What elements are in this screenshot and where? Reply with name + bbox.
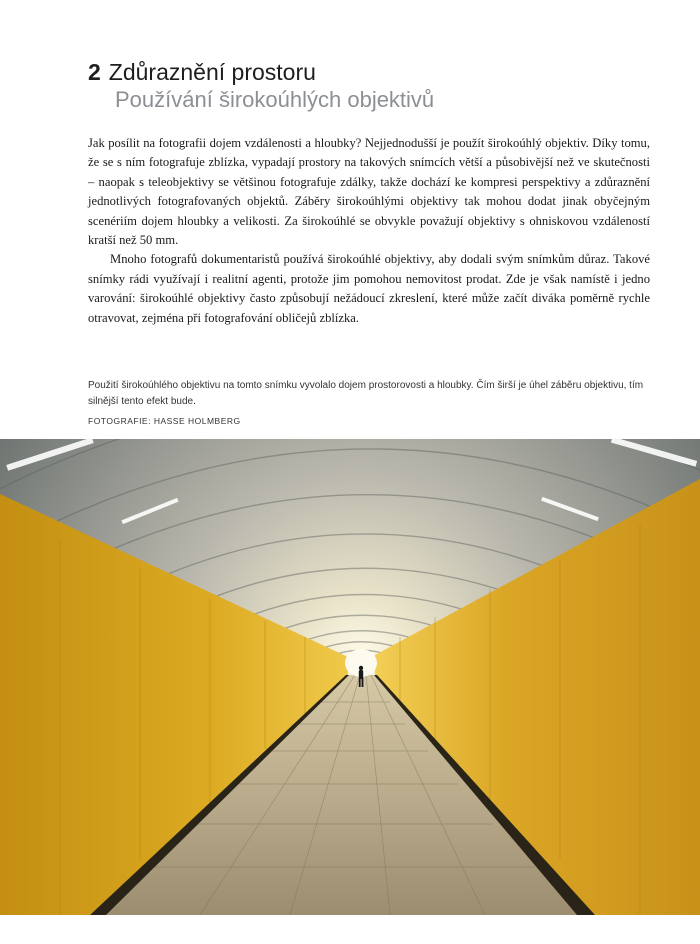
chapter-title: Zdůraznění prostoru bbox=[108, 59, 316, 85]
chapter-title-line bbox=[88, 58, 434, 86]
chapter-subtitle: Používání širokoúhlých objektivů bbox=[115, 87, 435, 112]
chapter-header bbox=[88, 58, 434, 114]
paragraph-1: Jak posílit na fotografii dojem vzdálenosti a hloubky? Nejjednodušší je použít širokoúhlý objektiv. Díky tomu, že se s ním fotografuje zblízka, vypadají prostory na takových snímcích větší a působivější než ve skutečnosti – naopak s teleobjektivy se většinou fotografuje zdálky, takže dochází ke kompresi perspektivy a zdůraznění jednotlivých fotografovaných objektů. Záběry širokoúhlými objektivy tak mohou dodat jinak obyčejným scenériím dojem hloubky a velikosti. Za širokoúhlé se obvykle považují objektivy s ohniskovou vzdáleností kratší než 50 mm. bbox=[88, 136, 650, 248]
tunnel-illustration bbox=[0, 439, 700, 915]
tunnel-photo bbox=[0, 439, 700, 915]
chapter-number: 2 bbox=[88, 59, 101, 85]
photo-caption: Použití širokoúhlého objektivu na tomto snímku vyvolalo dojem prostorovosti a hloubky. Čím širší je úhel záběru objektivu, tím silnější tento efekt bude. bbox=[88, 380, 644, 407]
paragraph-2: Mnoho fotografů dokumentaristů používá širokoúhlé objektivy, aby dodali svým snímkům důraz. Takové snímky rádi využívají i realitní agenti, protože jim pomohou nemovitost prodat. Zde je však namístě i jedno varování: širokoúhlé objektivy často způsobují nežádoucí zkreslení, které může začít diváka poměrně rychle otravovat, zejména při fotografování obličejů zblízka. bbox=[88, 252, 650, 325]
body-text bbox=[88, 134, 650, 328]
photo-credit: FOTOGRAFIE: HASSE HOLMBERG bbox=[88, 416, 241, 426]
